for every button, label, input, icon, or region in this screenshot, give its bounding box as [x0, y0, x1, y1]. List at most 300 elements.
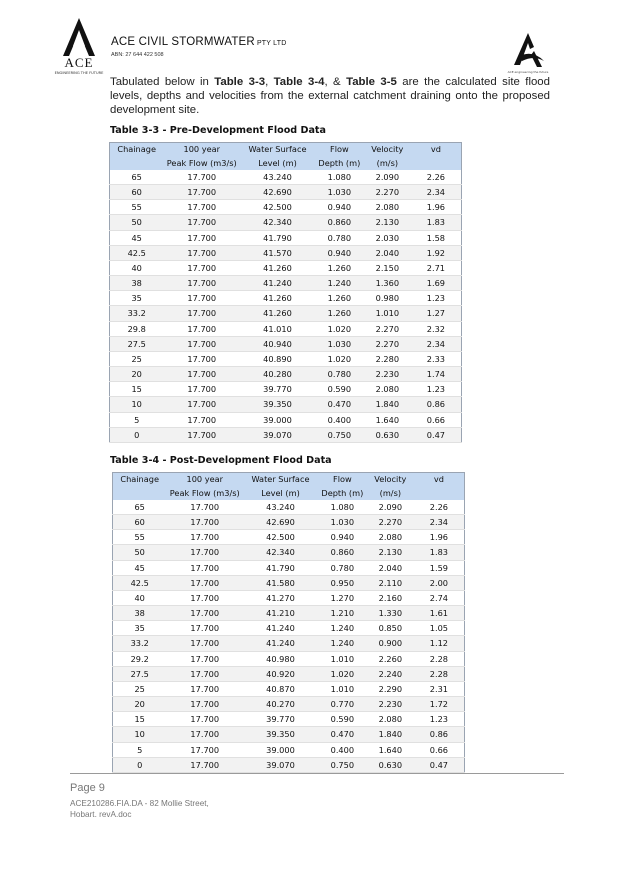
- table-cell: 20: [110, 367, 164, 382]
- table-row: [113, 590, 465, 605]
- table-cell: 0.86: [411, 397, 462, 412]
- table-cell: 41.240: [243, 621, 318, 636]
- table-cell: 55: [110, 200, 164, 215]
- doc-ref-line-2: Hobart. revA.doc: [70, 810, 132, 819]
- table-cell: 40: [113, 590, 167, 605]
- table-cell: 1.270: [318, 590, 367, 605]
- table-cell: 17.700: [163, 276, 240, 291]
- table-cell: 1.010: [364, 306, 411, 321]
- table-cell: 2.28: [414, 666, 465, 681]
- table-cell: 39.350: [243, 727, 318, 742]
- table-cell: 17.700: [166, 545, 243, 560]
- table-cell: 2.34: [414, 515, 465, 530]
- table-cell: 45: [113, 560, 167, 575]
- table-cell: 42.500: [240, 200, 315, 215]
- column-header: Chainage: [110, 143, 164, 157]
- table-cell: 1.260: [315, 291, 364, 306]
- table-row: [113, 606, 465, 621]
- column-header: Level (m): [240, 157, 315, 171]
- table-cell: 42.5: [113, 575, 167, 590]
- table-cell: 41.210: [243, 606, 318, 621]
- table-ref-3-3: Table 3-3: [214, 76, 266, 88]
- column-header: Depth (m): [315, 157, 364, 171]
- intro-text-3: , &: [324, 76, 347, 88]
- table-cell: 17.700: [163, 397, 240, 412]
- table-cell: 0.400: [315, 412, 364, 427]
- table-cell: 17.700: [163, 336, 240, 351]
- table-cell: 1.210: [318, 606, 367, 621]
- table-cell: 17.700: [163, 200, 240, 215]
- table-cell: 1.840: [364, 397, 411, 412]
- table-row: [110, 245, 462, 260]
- table-cell: 0: [113, 757, 167, 772]
- table-row: [110, 321, 462, 336]
- table-body: [113, 500, 465, 772]
- table-cell: 0.780: [315, 230, 364, 245]
- column-header: Velocity: [367, 473, 414, 487]
- table-cell: 38: [113, 606, 167, 621]
- table-cell: 41.790: [243, 560, 318, 575]
- table-row: [113, 727, 465, 742]
- table-row: [110, 230, 462, 245]
- table-cell: 1.030: [315, 185, 364, 200]
- table-cell: 1.240: [318, 621, 367, 636]
- table-cell: 2.080: [367, 530, 414, 545]
- table-row: [113, 560, 465, 575]
- table-cell: 17.700: [166, 590, 243, 605]
- column-header: [113, 487, 167, 501]
- column-header: Flow: [318, 473, 367, 487]
- table-cell: 50: [110, 215, 164, 230]
- column-header: Chainage: [113, 473, 167, 487]
- table-cell: 1.020: [315, 351, 364, 366]
- table-cell: 0.980: [364, 291, 411, 306]
- table-cell: 41.260: [240, 291, 315, 306]
- table-cell: 17.700: [163, 291, 240, 306]
- table-cell: 17.700: [166, 500, 243, 515]
- table-cell: 1.260: [315, 306, 364, 321]
- table-cell: 1.640: [367, 742, 414, 757]
- table-cell: 1.260: [315, 260, 364, 275]
- table-cell: 17.700: [166, 742, 243, 757]
- table-cell: 1.96: [411, 200, 462, 215]
- table-cell: 2.130: [364, 215, 411, 230]
- table-cell: 42.5: [110, 245, 164, 260]
- company-abn: ABN: 27 644 422 508: [111, 52, 164, 58]
- table-3-4-caption: Table 3-4 - Post-Development Flood Data: [110, 455, 332, 466]
- table-cell: 0.590: [315, 382, 364, 397]
- table-cell: 17.700: [166, 530, 243, 545]
- table-row: [113, 621, 465, 636]
- table-row: [113, 545, 465, 560]
- table-cell: 65: [113, 500, 167, 515]
- table-cell: 2.280: [364, 351, 411, 366]
- table-cell: 65: [110, 170, 164, 185]
- table-row: [110, 382, 462, 397]
- footer-divider: [70, 773, 564, 774]
- table-cell: 42.340: [243, 545, 318, 560]
- table-cell: 2.31: [414, 681, 465, 696]
- table-cell: 0.750: [318, 757, 367, 772]
- table-row: [110, 397, 462, 412]
- table-cell: 2.32: [411, 321, 462, 336]
- table-cell: 17.700: [166, 621, 243, 636]
- column-header: [414, 487, 465, 501]
- table-cell: 20: [113, 697, 167, 712]
- table-row: [113, 697, 465, 712]
- table-cell: 17.700: [163, 245, 240, 260]
- company-name: ACE CIVIL STORMWATER: [111, 36, 255, 48]
- table-cell: 0.750: [315, 427, 364, 442]
- table-cell: 17.700: [163, 382, 240, 397]
- table-cell: 17.700: [163, 367, 240, 382]
- table-row: [113, 500, 465, 515]
- column-header: Level (m): [243, 487, 318, 501]
- header-row: [113, 487, 465, 501]
- table-cell: 2.270: [364, 321, 411, 336]
- column-header: Velocity: [364, 143, 411, 157]
- ace-logo-text: ACE: [64, 55, 94, 70]
- table-cell: 29.2: [113, 651, 167, 666]
- table-cell: 25: [110, 351, 164, 366]
- table-cell: 40.270: [243, 697, 318, 712]
- table-cell: 40.280: [240, 367, 315, 382]
- table-cell: 2.040: [367, 560, 414, 575]
- table-row: [110, 306, 462, 321]
- header-row: [110, 157, 462, 171]
- table-row: [113, 742, 465, 757]
- table-cell: 25: [113, 681, 167, 696]
- table-cell: 1.030: [318, 515, 367, 530]
- column-header: vd: [414, 473, 465, 487]
- table-cell: 42.500: [243, 530, 318, 545]
- table-row: [113, 515, 465, 530]
- table-cell: 0.770: [318, 697, 367, 712]
- intro-text-4: are the calculated site flood levels, depths and velocities from the external catchment draining onto the proposed development site.: [110, 76, 550, 116]
- table-cell: 39.000: [240, 412, 315, 427]
- ace-logo: [44, 16, 114, 76]
- table-cell: 1.330: [367, 606, 414, 621]
- table-row: [113, 636, 465, 651]
- table-cell: 1.030: [315, 336, 364, 351]
- table-cell: 17.700: [166, 697, 243, 712]
- table-cell: 1.61: [414, 606, 465, 621]
- table-cell: 1.240: [318, 636, 367, 651]
- table-cell: 0.66: [411, 412, 462, 427]
- document-reference: [70, 798, 209, 820]
- column-header: [110, 157, 164, 171]
- ace-logo-mark: [44, 16, 114, 76]
- table-cell: 39.070: [240, 427, 315, 442]
- table-cell: 17.700: [166, 712, 243, 727]
- table-cell: 17.700: [163, 170, 240, 185]
- table-cell: 0.470: [315, 397, 364, 412]
- table-cell: 39.770: [240, 382, 315, 397]
- table-cell: 1.83: [414, 545, 465, 560]
- table-row: [113, 666, 465, 681]
- column-header: 100 year: [163, 143, 240, 157]
- column-header: Peak Flow (m3/s): [166, 487, 243, 501]
- table-cell: 2.26: [411, 170, 462, 185]
- table-cell: 2.26: [414, 500, 465, 515]
- table-cell: 1.23: [414, 712, 465, 727]
- table-cell: 29.8: [110, 321, 164, 336]
- table-cell: 17.700: [163, 427, 240, 442]
- table-row: [110, 351, 462, 366]
- post-development-flood-table: [112, 472, 465, 773]
- table-cell: 17.700: [166, 727, 243, 742]
- table-cell: 60: [113, 515, 167, 530]
- table-cell: 2.080: [364, 200, 411, 215]
- table-3-3-caption: Table 3-3 - Pre-Development Flood Data: [110, 125, 326, 136]
- table-ref-3-4: Table 3-4: [273, 76, 325, 88]
- table-row: [113, 757, 465, 772]
- table-cell: 41.240: [243, 636, 318, 651]
- table-cell: 1.020: [315, 321, 364, 336]
- table-cell: 40.890: [240, 351, 315, 366]
- table-cell: 1.23: [411, 291, 462, 306]
- table-cell: 40.920: [243, 666, 318, 681]
- table-cell: 43.240: [243, 500, 318, 515]
- table-cell: 0.47: [414, 757, 465, 772]
- company-suffix: PTY LTD: [256, 40, 287, 47]
- table-cell: 1.23: [411, 382, 462, 397]
- intro-paragraph: [110, 75, 550, 117]
- table-cell: 0.470: [318, 727, 367, 742]
- table-cell: 55: [113, 530, 167, 545]
- table-cell: 17.700: [166, 606, 243, 621]
- table-cell: 1.080: [315, 170, 364, 185]
- table-cell: 0.630: [364, 427, 411, 442]
- column-header: (m/s): [364, 157, 411, 171]
- table-cell: 1.080: [318, 500, 367, 515]
- pre-development-flood-table: [109, 142, 462, 443]
- table-cell: 1.020: [318, 666, 367, 681]
- table-cell: 2.230: [367, 697, 414, 712]
- table-ref-3-5: Table 3-5: [346, 76, 397, 88]
- table-row: [113, 712, 465, 727]
- table-cell: 0.400: [318, 742, 367, 757]
- table-cell: 2.160: [367, 590, 414, 605]
- column-header: (m/s): [367, 487, 414, 501]
- table-cell: 1.74: [411, 367, 462, 382]
- table-cell: 1.83: [411, 215, 462, 230]
- table-cell: 2.34: [411, 336, 462, 351]
- table-cell: 0.780: [318, 560, 367, 575]
- table-cell: 1.840: [367, 727, 414, 742]
- ace-logo-tagline: ENGINEERING THE FUTURE: [54, 71, 104, 75]
- table-row: [110, 427, 462, 442]
- table-cell: 1.05: [414, 621, 465, 636]
- table-cell: 5: [113, 742, 167, 757]
- table-cell: 1.360: [364, 276, 411, 291]
- table-cell: 39.350: [240, 397, 315, 412]
- table-row: [110, 412, 462, 427]
- table-cell: 0.940: [318, 530, 367, 545]
- table-cell: 2.28: [414, 651, 465, 666]
- table-cell: 15: [110, 382, 164, 397]
- swoosh-logo-icon: [504, 27, 552, 75]
- ace-swoosh-logo: [504, 27, 552, 75]
- table-cell: 17.700: [166, 515, 243, 530]
- table-cell: 45: [110, 230, 164, 245]
- doc-ref-line-1: ACE210286.FIA.DA - 82 Mollie Street,: [70, 799, 209, 808]
- table-cell: 17.700: [163, 215, 240, 230]
- column-header: Peak Flow (m3/s): [163, 157, 240, 171]
- table-cell: 17.700: [163, 230, 240, 245]
- table-cell: 0.850: [367, 621, 414, 636]
- table-cell: 17.700: [163, 321, 240, 336]
- table-cell: 0.86: [414, 727, 465, 742]
- table-cell: 2.110: [367, 575, 414, 590]
- table-cell: 1.58: [411, 230, 462, 245]
- table-body: [110, 170, 462, 442]
- table-cell: 0.780: [315, 367, 364, 382]
- table-cell: 1.69: [411, 276, 462, 291]
- table-cell: 35: [113, 621, 167, 636]
- table-row: [110, 200, 462, 215]
- table-cell: 40.940: [240, 336, 315, 351]
- table-cell: 1.72: [414, 697, 465, 712]
- table-cell: 60: [110, 185, 164, 200]
- table-cell: 2.230: [364, 367, 411, 382]
- table-cell: 17.700: [163, 306, 240, 321]
- table-row: [110, 170, 462, 185]
- column-header: Water Surface: [243, 473, 318, 487]
- table-cell: 2.290: [367, 681, 414, 696]
- table-cell: 2.130: [367, 545, 414, 560]
- table-cell: 5: [110, 412, 164, 427]
- table-cell: 17.700: [163, 260, 240, 275]
- table-cell: 2.33: [411, 351, 462, 366]
- table-cell: 15: [113, 712, 167, 727]
- table-cell: 2.030: [364, 230, 411, 245]
- table-cell: 10: [110, 397, 164, 412]
- table-row: [110, 215, 462, 230]
- column-header: Flow: [315, 143, 364, 157]
- table-cell: 2.040: [364, 245, 411, 260]
- table-cell: 40.870: [243, 681, 318, 696]
- table-cell: 41.260: [240, 260, 315, 275]
- column-header: vd: [411, 143, 462, 157]
- table-cell: 40: [110, 260, 164, 275]
- table-row: [113, 681, 465, 696]
- table-cell: 41.010: [240, 321, 315, 336]
- table-cell: 43.240: [240, 170, 315, 185]
- table-cell: 40.980: [243, 651, 318, 666]
- table-cell: 27.5: [110, 336, 164, 351]
- table-row: [113, 651, 465, 666]
- table-cell: 1.92: [411, 245, 462, 260]
- table-row: [113, 575, 465, 590]
- table-row: [110, 276, 462, 291]
- table-cell: 33.2: [110, 306, 164, 321]
- table-cell: 35: [110, 291, 164, 306]
- table-row: [113, 530, 465, 545]
- page-number: Page 9: [70, 782, 105, 794]
- table-cell: 1.010: [318, 651, 367, 666]
- table-cell: 2.240: [367, 666, 414, 681]
- table-cell: 2.74: [414, 590, 465, 605]
- table-cell: 2.71: [411, 260, 462, 275]
- table-cell: 2.090: [367, 500, 414, 515]
- table-cell: 2.080: [367, 712, 414, 727]
- table-header: [113, 473, 465, 501]
- table-cell: 41.580: [243, 575, 318, 590]
- table-header: [110, 143, 462, 171]
- header-row: [113, 473, 465, 487]
- table-cell: 17.700: [163, 412, 240, 427]
- table-cell: 2.00: [414, 575, 465, 590]
- table-cell: 50: [113, 545, 167, 560]
- table-cell: 0.950: [318, 575, 367, 590]
- table-cell: 17.700: [166, 575, 243, 590]
- table-cell: 1.59: [414, 560, 465, 575]
- table-cell: 1.96: [414, 530, 465, 545]
- column-header: Water Surface: [240, 143, 315, 157]
- table-cell: 0.47: [411, 427, 462, 442]
- table-cell: 2.270: [367, 515, 414, 530]
- table-cell: 42.690: [243, 515, 318, 530]
- table-cell: 39.070: [243, 757, 318, 772]
- table-cell: 0.630: [367, 757, 414, 772]
- table-cell: 39.770: [243, 712, 318, 727]
- table-cell: 17.700: [166, 636, 243, 651]
- table-cell: 42.690: [240, 185, 315, 200]
- table-cell: 2.270: [364, 185, 411, 200]
- table-cell: 17.700: [166, 681, 243, 696]
- table-cell: 41.260: [240, 306, 315, 321]
- table-cell: 1.240: [315, 276, 364, 291]
- table-cell: 42.340: [240, 215, 315, 230]
- swoosh-logo-caption: ACE engineering the future: [507, 70, 549, 74]
- company-name-line: [111, 36, 286, 50]
- table-cell: 39.000: [243, 742, 318, 757]
- table-cell: 0.590: [318, 712, 367, 727]
- column-header: [411, 157, 462, 171]
- table-cell: 41.240: [240, 276, 315, 291]
- table-cell: 2.34: [411, 185, 462, 200]
- table-cell: 0.66: [414, 742, 465, 757]
- table-cell: 2.150: [364, 260, 411, 275]
- table-cell: 1.010: [318, 681, 367, 696]
- column-header: 100 year: [166, 473, 243, 487]
- table-cell: 17.700: [166, 666, 243, 681]
- table-cell: 17.700: [166, 560, 243, 575]
- company-brand: [111, 36, 286, 58]
- table-cell: 17.700: [163, 351, 240, 366]
- table-cell: 2.260: [367, 651, 414, 666]
- table-cell: 17.700: [166, 757, 243, 772]
- table-row: [110, 260, 462, 275]
- table-cell: 33.2: [113, 636, 167, 651]
- table-row: [110, 291, 462, 306]
- table-cell: 41.790: [240, 230, 315, 245]
- table-cell: 41.270: [243, 590, 318, 605]
- table-cell: 2.270: [364, 336, 411, 351]
- column-header: Depth (m): [318, 487, 367, 501]
- table-row: [110, 336, 462, 351]
- intro-text-2: ,: [265, 76, 274, 88]
- table-cell: 0.900: [367, 636, 414, 651]
- intro-text-1: Tabulated below in: [110, 76, 215, 88]
- table-cell: 10: [113, 727, 167, 742]
- header-row: [110, 143, 462, 157]
- table-cell: 1.27: [411, 306, 462, 321]
- table-cell: 17.700: [163, 185, 240, 200]
- table-cell: 41.570: [240, 245, 315, 260]
- table-cell: 1.12: [414, 636, 465, 651]
